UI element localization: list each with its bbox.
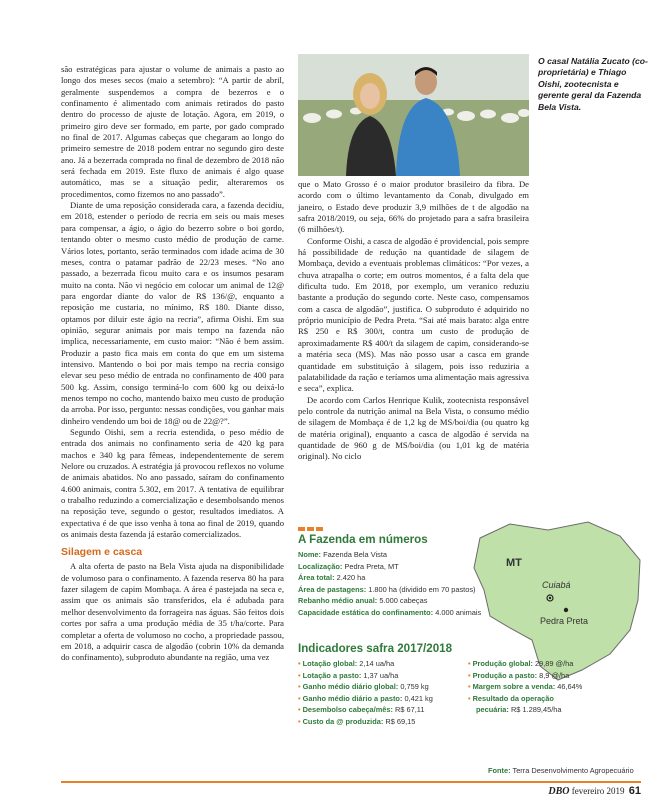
fact-row: Área total: 2.420 ha <box>298 573 366 582</box>
paragraph: são estratégicas para ajustar o volume de animais a pasto ao longo dos meses secos (maio a setembro): “A partir de abril, geralmente suspendemos a compra de bezerros e o confinamento é alimentado com animais retirados do pasto dentro do processo de ajuste de lotação. Agora, em 2019, o primeiro giro deve ser formado, em parte, por gado comprado no final de 2017. Algumas cabeças que chegaram ao longo do primeiro semestre de 2018 podem entrar no segundo giro deste ano. Já a bezerrada comprada no final de dezembro de 2018 não será fechada em 2019. Este fluxo de animais é algo quase automático, mas se a situação pedir, alteraremos os procedimentos, como fizemos no ano passado”. <box>61 64 284 199</box>
paragraph: que o Mato Grosso é o maior produtor brasileiro da fibra. De acordo com o último levantamento da Conab, divulgado em janeiro, o Estado deve produzir 3,9 milhões de t de algodão na safra 2018/2019, ou seja, 66% do projetado para a safra brasileira (6 milhões/t). <box>298 179 529 235</box>
fazenda-facts-box <box>298 527 498 618</box>
indicator-row: • Produção global: 29,89 @/ha <box>468 659 574 668</box>
fact-row: Nome: Fazenda Bela Vista <box>298 550 388 559</box>
paragraph: A alta oferta de pasto na Bela Vista ajuda na disponibilidade de volumoso para o confinamento. A fazenda reserva 80 ha para fazer silagem de capim Mombaça. A área é pastejada na seca e, assim que os animais são transferidos, ela é adubada para melhor desenvolvimento da forrageira nas águas. São feitos dois cortes por safra a uma produção média de 35 t/ha/corte. Para completar a oferta de volumoso no cocho, a propriedade passou, em 2018, a adquirir casca de algodão (cobrin 10% da demanda do confinamento), subproduto abundante na região, uma vez <box>61 561 284 663</box>
source-credit: Fonte: Terra Desenvolvimento Agropecuário <box>488 766 634 775</box>
page-number: 61 <box>628 785 641 797</box>
paragraph: Segundo Oishi, sem a recria estendida, o peso médio de entrada dos animais no confinamento seria de 420 kg para machos e 340 kg para fêmeas, independentemente de serem Nelore ou cruzados. A estratégia já provocou reflexos no volume de animais abatidos. No ano passado, saíram do confinamento 4.600 animais, contra 5.302, em 2017. A tentativa de equilibrar o trabalho reduzindo a comercialização e desembolsando menos na reposição teve, segundo o gestor, resultados imediatos. A expectativa é de que isso venha à tona ao final de 2019, quando os animais desta fazenda já estarão comercializados. <box>61 427 284 540</box>
indicator-row: • Lotação global: 2,14 ua/ha <box>298 659 395 668</box>
paragraph: Diante de uma reposição considerada cara, a fazenda decidiu, em 2018, estender o período de recria em seis ou mais meses para compensar, a ágio, o ágio do bezerro sobre o boi gordo, tentando obter o mesmo custo médio de produção de carne. Vários lotes, portanto, serão terminados com idade acima de 30 meses, contra o patamar padrão de 22/23 meses. “No ano passado, a bezerrada ficou muito cara e os insumos pesaram muito na conta. Não vi negócio em colocar um animal de 12@ para engordar diante do valor de R$ 136/@, enquanto a reposição me custaria, no mínimo, R$ 180. Diante disso, optamos por diluir este ágio na recria”, afirma Oishi. Em sua opinião, segurar animais por mais tempo na fazenda não implica, necessariamente, em custo maior: “Não é bem assim. Produzir a pasto fica mais em conta do que em um sistema intensivo. Mantendo o boi por mais tempo na recria consigo elevar seu peso médio de entrada no confinamento de 400 para 500 kg. Assim, consigo terminá-lo com 600 kg ou deixá-lo menos tempo no cocho, mantendo baixo meu custo de produção da arroba. Por isso, pergunto: nessas condições, vou ganhar mais dinheiro vendendo um boi de 18@ ou de 22@?”. <box>61 200 284 426</box>
indicator-row: • Lotação a pasto: 1,37 ua/ha <box>298 670 399 680</box>
indicator-row: • Desembolso cabeça/mês: R$ 67,11 <box>298 705 425 714</box>
fact-row: Rebanho médio anual: 5.000 cabeças <box>298 596 428 605</box>
map-city-cuiaba: Cuiabá <box>542 580 571 590</box>
couple-photo <box>298 54 529 176</box>
section-marker-icon <box>298 527 498 531</box>
paragraph: Conforme Oishi, a casca de algodão é providencial, pois sempre há possibilidade de redução na quantidade de silagem de Mombaça, devido a eventuais problemas climáticos: “Por vezes, a chuva atrapalha o corte; em outros momentos, é a falta dela que dificulta tudo. Em 2018, por exemplo, um veranico reduziu bastante a produção do segundo corte. Neste caso, compensamos com a casca de algodão”, justifica. O subproduto é adquirido no próprio município de Pedra Preta. “Sai até mais barato: alga entre R$ 250 e R$ 300/t, contra um custo de produção de aproximadamente R$ 400/t da silagem de capim, considerando-se a matéria seca (MS). Mas não posso usar a casca em grande quantidade em substituição à silagem, pois isso reduziria a palatabilidade da ração e teríamos uma alimentação mais agressiva e seca”, explica. <box>298 235 529 394</box>
indicator-row: pecuária: R$ 1.289,45/ha <box>476 705 562 714</box>
indicators-box-title: Indicadores safra 2017/2018 <box>298 642 453 655</box>
pedra-preta-marker-icon <box>564 608 568 612</box>
indicators-right-column <box>468 658 638 727</box>
indicators-left-column <box>298 658 468 727</box>
fact-row: Capacidade estática do confinamento: 4.000 animais <box>298 607 482 617</box>
map-city-pedra-preta: Pedra Preta <box>540 616 589 626</box>
indicator-row: • Margem sobre a venda: 46,64% <box>468 682 583 691</box>
indicator-row: • Produção a pasto: 8,9 @/ha <box>468 670 570 680</box>
fazenda-box-title: A Fazenda em números <box>298 533 428 546</box>
paragraph: De acordo com Carlos Henrique Kulik, zootecnista responsável pelo controle da nutrição animal na Bela Vista, o consumo médio de silagem de Mombaça é de 1,2 kg de MS/boi/dia (ou quatro kg de matéria original), enquanto a casca de algodão é servida na quantidade de 960 g de MS/boi/dia (ou 1,01 kg de matéria original). No ciclo <box>298 394 529 462</box>
indicators-box <box>298 642 638 727</box>
article-column-1 <box>61 64 284 664</box>
fact-row: Localização: Pedra Preta, MT <box>298 561 399 571</box>
fact-row: Área de pastagens: 1.800 ha (dividido em 70 pastos) <box>298 584 476 594</box>
indicator-row: • Custo da @ produzida: R$ 69,15 <box>298 716 416 726</box>
magazine-name: DBO <box>548 786 570 797</box>
footer-rule <box>61 781 641 783</box>
section-subhead: Silagem e casca <box>61 546 143 559</box>
indicator-row: • Ganho médio diário global: 0,759 kg <box>298 682 429 691</box>
map-state-label: MT <box>506 557 522 569</box>
page-footer <box>548 785 641 797</box>
issue-date: fevereiro 2019 <box>571 786 625 796</box>
photo-caption: O casal Natália Zucato (co-proprietária) e Thiago Oishi, zootecnista e gerente geral da Fazenda Bela Vista. <box>538 56 648 112</box>
indicator-row: • Ganho médio diário a pasto: 0,421 kg <box>298 693 433 703</box>
couple-photo-illustration <box>298 54 529 176</box>
article-column-2 <box>298 179 529 463</box>
indicator-row: • Resultado da operação <box>468 693 554 703</box>
